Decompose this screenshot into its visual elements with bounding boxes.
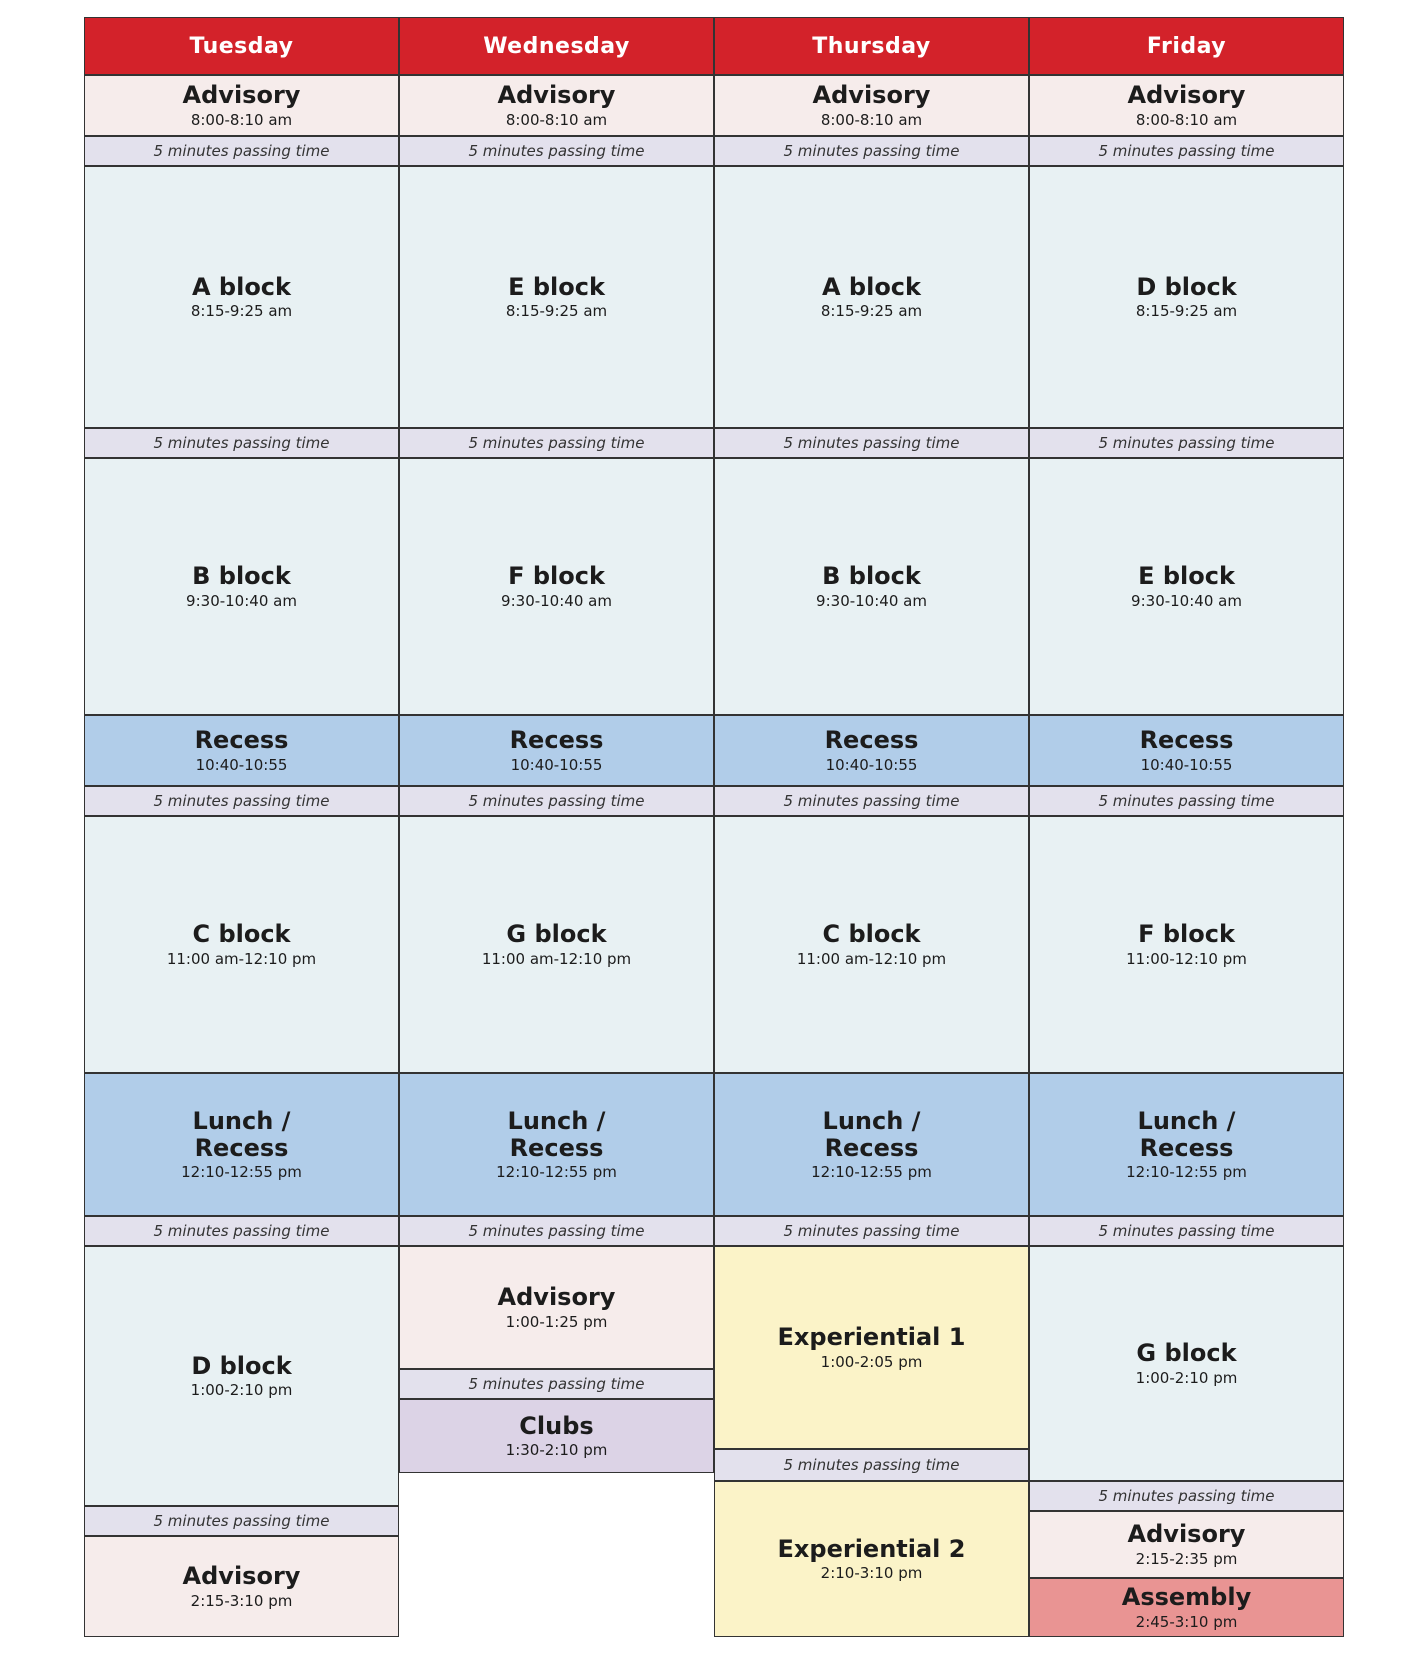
period-title: D block bbox=[1136, 272, 1237, 301]
period-tuesday-c-block bbox=[84, 816, 399, 1073]
period-title: Recess bbox=[1139, 726, 1234, 755]
period-title: Lunch / Recess bbox=[1137, 1107, 1236, 1162]
period-time: 8:00-8:10 am bbox=[1135, 110, 1238, 129]
passing-time-wednesday: 5 minutes passing time bbox=[399, 1369, 714, 1399]
period-title: Recess bbox=[509, 726, 604, 755]
period-tuesday-d-block bbox=[84, 1246, 399, 1506]
period-title: Lunch / Recess bbox=[192, 1107, 291, 1162]
period-wednesday-g-block bbox=[399, 816, 714, 1073]
period-title: B block bbox=[192, 562, 291, 591]
period-tuesday-lunch-recess bbox=[84, 1073, 399, 1216]
period-title: Advisory bbox=[1127, 81, 1246, 110]
period-title: C block bbox=[822, 920, 921, 949]
period-title: G block bbox=[1136, 1339, 1237, 1368]
period-title: Lunch / Recess bbox=[822, 1107, 921, 1162]
passing-time-tuesday: 5 minutes passing time bbox=[84, 786, 399, 816]
passing-time-thursday: 5 minutes passing time bbox=[714, 136, 1029, 166]
period-wednesday-e-block bbox=[399, 166, 714, 428]
period-title: Advisory bbox=[497, 81, 616, 110]
passing-time-friday: 5 minutes passing time bbox=[1029, 428, 1344, 458]
period-time: 11:00-12:10 pm bbox=[1126, 949, 1247, 968]
period-time: 12:10-12:55 pm bbox=[1126, 1162, 1247, 1181]
period-title: G block bbox=[506, 920, 607, 949]
period-thursday-c-block bbox=[714, 816, 1029, 1073]
period-time: 8:00-8:10 am bbox=[190, 110, 293, 129]
period-title: Lunch / Recess bbox=[507, 1107, 606, 1162]
period-time: 12:10-12:55 pm bbox=[496, 1162, 617, 1181]
period-time: 1:00-2:10 pm bbox=[190, 1381, 293, 1400]
period-friday-recess bbox=[1029, 715, 1344, 786]
period-title: Clubs bbox=[519, 1411, 594, 1440]
period-wednesday-lunch-recess bbox=[399, 1073, 714, 1216]
period-time: 2:15-2:35 pm bbox=[1135, 1549, 1238, 1568]
passing-time-tuesday: 5 minutes passing time bbox=[84, 1216, 399, 1246]
passing-time-wednesday: 5 minutes passing time bbox=[399, 136, 714, 166]
period-title: Recess bbox=[824, 726, 919, 755]
period-tuesday-advisory bbox=[84, 75, 399, 136]
period-time: 2:15-3:10 pm bbox=[190, 1591, 293, 1610]
period-tuesday-advisory bbox=[84, 1536, 399, 1637]
passing-time-thursday: 5 minutes passing time bbox=[714, 428, 1029, 458]
period-friday-e-block bbox=[1029, 458, 1344, 715]
passing-time-tuesday: 5 minutes passing time bbox=[84, 136, 399, 166]
period-time: 9:30-10:40 am bbox=[816, 591, 927, 610]
period-thursday-advisory bbox=[714, 75, 1029, 136]
period-time: 11:00 am-12:10 pm bbox=[481, 949, 632, 968]
period-time: 9:30-10:40 am bbox=[501, 591, 612, 610]
period-time: 8:15-9:25 am bbox=[820, 302, 923, 321]
passing-time-friday: 5 minutes passing time bbox=[1029, 1481, 1344, 1511]
period-time: 11:00 am-12:10 pm bbox=[166, 949, 317, 968]
period-title: A block bbox=[821, 272, 921, 301]
period-thursday-recess bbox=[714, 715, 1029, 786]
day-header-wednesday: Wednesday bbox=[399, 17, 714, 75]
period-friday-f-block bbox=[1029, 816, 1344, 1073]
period-title: F block bbox=[1138, 920, 1235, 949]
period-tuesday-recess bbox=[84, 715, 399, 786]
period-time: 10:40-10:55 bbox=[1140, 755, 1233, 774]
period-title: E block bbox=[508, 272, 605, 301]
period-friday-d-block bbox=[1029, 166, 1344, 428]
period-friday-assembly bbox=[1029, 1578, 1344, 1637]
passing-time-thursday: 5 minutes passing time bbox=[714, 1216, 1029, 1246]
day-header-tuesday: Tuesday bbox=[84, 17, 399, 75]
period-friday-lunch-recess bbox=[1029, 1073, 1344, 1216]
period-thursday-lunch-recess bbox=[714, 1073, 1029, 1216]
period-title: Advisory bbox=[812, 81, 931, 110]
passing-time-thursday: 5 minutes passing time bbox=[714, 1449, 1029, 1481]
period-time: 10:40-10:55 bbox=[825, 755, 918, 774]
period-wednesday-advisory bbox=[399, 75, 714, 136]
period-time: 12:10-12:55 pm bbox=[181, 1162, 302, 1181]
period-time: 8:15-9:25 am bbox=[190, 302, 293, 321]
period-time: 10:40-10:55 bbox=[195, 755, 288, 774]
period-title: B block bbox=[822, 562, 921, 591]
period-title: Experiential 2 bbox=[777, 1534, 966, 1563]
period-title: D block bbox=[191, 1351, 292, 1380]
period-time: 8:15-9:25 am bbox=[1135, 302, 1238, 321]
period-thursday-a-block bbox=[714, 166, 1029, 428]
period-time: 8:00-8:10 am bbox=[505, 110, 608, 129]
period-time: 1:00-1:25 pm bbox=[505, 1312, 608, 1331]
period-title: Assembly bbox=[1121, 1583, 1252, 1612]
passing-time-wednesday: 5 minutes passing time bbox=[399, 786, 714, 816]
passing-time-friday: 5 minutes passing time bbox=[1029, 1216, 1344, 1246]
period-thursday-experiential-1 bbox=[714, 1246, 1029, 1449]
period-tuesday-a-block bbox=[84, 166, 399, 428]
period-time: 10:40-10:55 bbox=[510, 755, 603, 774]
period-title: Advisory bbox=[497, 1283, 616, 1312]
period-title: Advisory bbox=[182, 1562, 301, 1591]
period-wednesday-clubs bbox=[399, 1399, 714, 1473]
period-time: 12:10-12:55 pm bbox=[811, 1162, 932, 1181]
period-time: 9:30-10:40 am bbox=[1131, 591, 1242, 610]
day-header-thursday: Thursday bbox=[714, 17, 1029, 75]
period-time: 2:10-3:10 pm bbox=[820, 1564, 923, 1583]
passing-time-wednesday: 5 minutes passing time bbox=[399, 428, 714, 458]
period-title: Advisory bbox=[182, 81, 301, 110]
period-title: Recess bbox=[194, 726, 289, 755]
passing-time-friday: 5 minutes passing time bbox=[1029, 136, 1344, 166]
period-time: 11:00 am-12:10 pm bbox=[796, 949, 947, 968]
period-time: 2:45-3:10 pm bbox=[1135, 1612, 1238, 1631]
period-wednesday-recess bbox=[399, 715, 714, 786]
period-tuesday-b-block bbox=[84, 458, 399, 715]
period-friday-advisory bbox=[1029, 1511, 1344, 1578]
day-header-friday: Friday bbox=[1029, 17, 1344, 75]
period-time: 8:00-8:10 am bbox=[820, 110, 923, 129]
period-title: Experiential 1 bbox=[777, 1323, 966, 1352]
period-time: 1:30-2:10 pm bbox=[505, 1441, 608, 1460]
period-time: 8:15-9:25 am bbox=[505, 302, 608, 321]
period-wednesday-advisory bbox=[399, 1246, 714, 1369]
period-title: C block bbox=[192, 920, 291, 949]
period-title: Advisory bbox=[1127, 1520, 1246, 1549]
period-time: 1:00-2:05 pm bbox=[820, 1352, 923, 1371]
period-thursday-b-block bbox=[714, 458, 1029, 715]
period-title: F block bbox=[508, 562, 605, 591]
period-thursday-experiential-2 bbox=[714, 1481, 1029, 1637]
passing-time-tuesday: 5 minutes passing time bbox=[84, 428, 399, 458]
period-title: E block bbox=[1138, 562, 1235, 591]
passing-time-thursday: 5 minutes passing time bbox=[714, 786, 1029, 816]
passing-time-tuesday: 5 minutes passing time bbox=[84, 1506, 399, 1536]
period-title: A block bbox=[191, 272, 291, 301]
period-wednesday-f-block bbox=[399, 458, 714, 715]
passing-time-friday: 5 minutes passing time bbox=[1029, 786, 1344, 816]
passing-time-wednesday: 5 minutes passing time bbox=[399, 1216, 714, 1246]
period-friday-advisory bbox=[1029, 75, 1344, 136]
period-time: 9:30-10:40 am bbox=[186, 591, 297, 610]
period-friday-g-block bbox=[1029, 1246, 1344, 1481]
period-time: 1:00-2:10 pm bbox=[1135, 1368, 1238, 1387]
